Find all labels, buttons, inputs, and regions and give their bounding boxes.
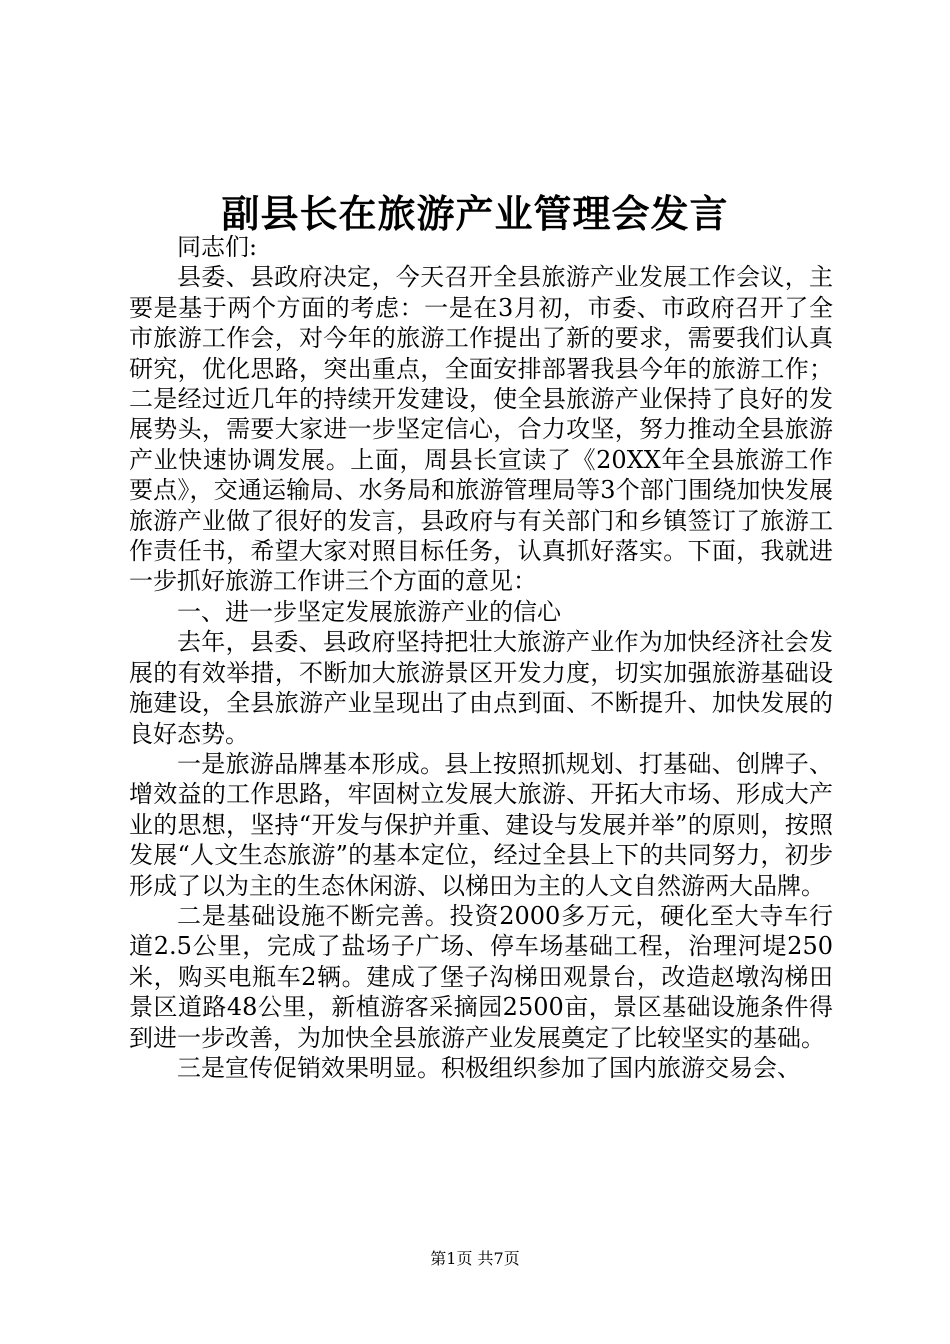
- page-footer: 第1页 共7页: [430, 1249, 520, 1268]
- paragraph: 一是旅游品牌基本形成。县上按照抓规划、打基础、创牌子、增效益的工作思路，牢固树立发展大旅游、开拓大市场、形成大产业的思想，坚持“开发与保护并重、建设与发展并举”的原则，按照发展“人文生态旅游”的基本定位，经过全县上下的共同努力，初步形成了以为主的生态休闲游、以梯田为主的人文自然游两大品牌。: [129, 749, 833, 900]
- document-title: 副县长在旅游产业管理会发言: [221, 191, 729, 236]
- section-heading: 一、进一步坚定发展旅游产业的信心: [177, 597, 561, 626]
- salutation: 同志们:: [177, 233, 258, 261]
- paragraph: 二是基础设施不断完善。投资2000多万元，硬化至大寺车行道2.5公里，完成了盐场子广场、停车场基础工程，治理河堤250米，购买电瓶车2辆。建成了堡子沟梯田观景台，改造赵墩沟梯田景区道路48公里，新植游客采摘园2500亩，景区基础设施条件得到进一步改善，为加快全县旅游产业发展奠定了比较坚实的基础。: [129, 901, 833, 1052]
- paragraph: 三是宣传促销效果明显。积极组织参加了国内旅游交易会、: [177, 1053, 801, 1082]
- document-body: [129, 232, 833, 1083]
- paragraph: 县委、县政府决定，今天召开全县旅游产业发展工作会议，主要是基于两个方面的考虑：一是在3月初，市委、市政府召开了全市旅游工作会，对今年的旅游工作提出了新的要求，需要我们认真研究，优化思路，突出重点，全面安排部署我县今年的旅游工作；二是经过近几年的持续开发建设，使全县旅游产业保持了良好的发展势头，需要大家进一步坚定信心，合力攻坚，努力推动全县旅游产业快速协调发展。上面，周县长宣读了《20XX年全县旅游工作要点》，交通运输局、水务局和旅游管理局等3个部门围绕加快发展旅游产业做了很好的发言，县政府与有关部门和乡镇签订了旅游工作责任书，希望大家对照目标任务，认真抓好落实。下面，我就进一步抓好旅游工作讲三个方面的意见：: [129, 263, 833, 596]
- paragraph: 去年，县委、县政府坚持把壮大旅游产业作为加快经济社会发展的有效举措，不断加大旅游景区开发力度，切实加强旅游基础设施建设，全县旅游产业呈现出了由点到面、不断提升、加快发展的良好态势。: [129, 628, 833, 748]
